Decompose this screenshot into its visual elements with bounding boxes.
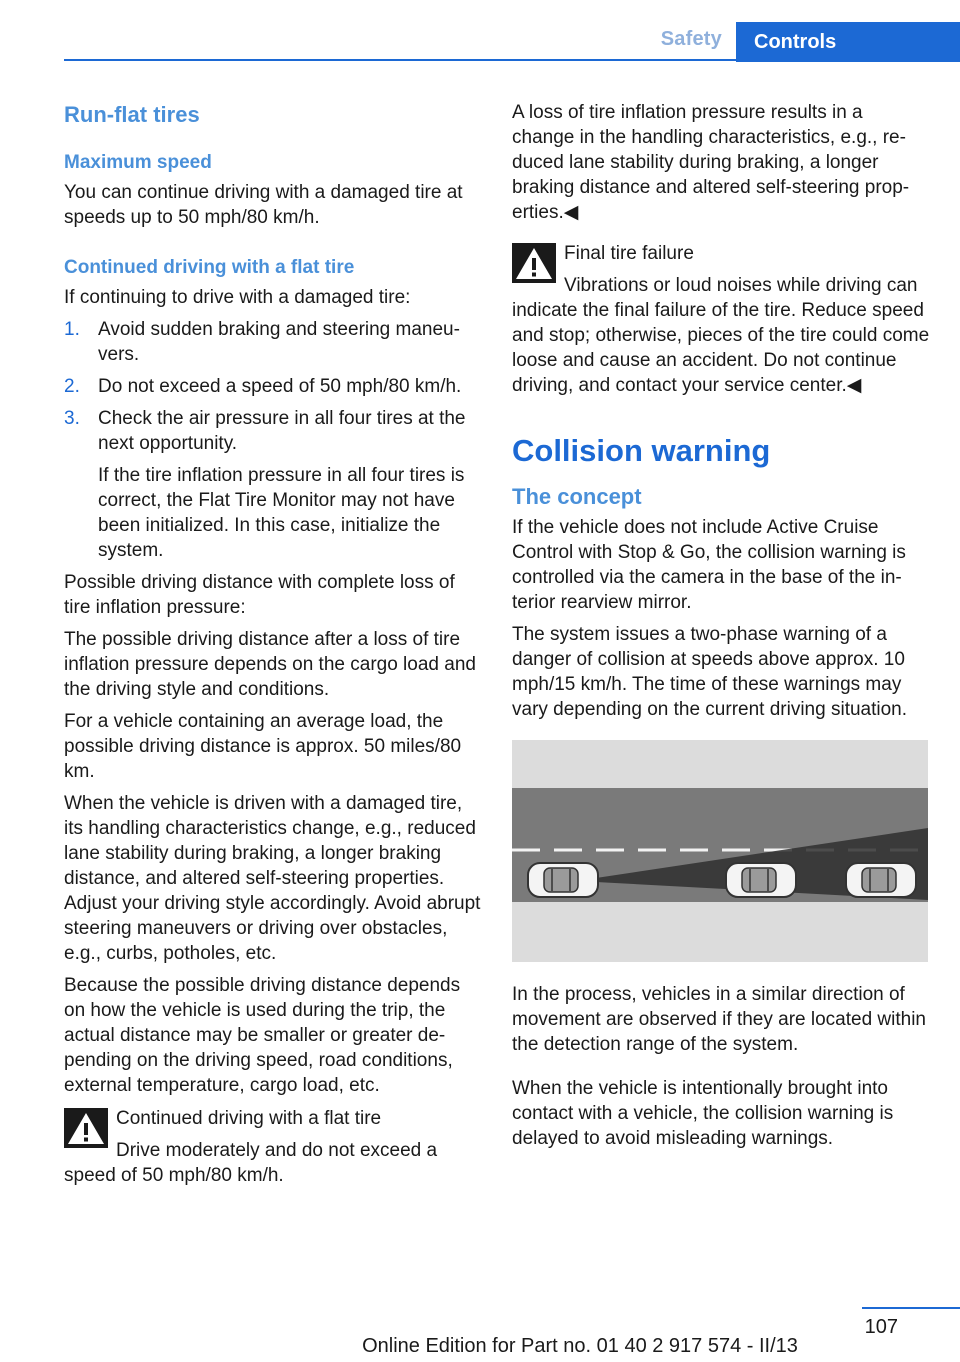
car-front: [846, 863, 916, 897]
step-number: 1.: [64, 319, 80, 340]
step-extra-text: If the tire inflation pressure in all four tires is correct, the Flat Tire Monitor may not have been initialized. In this case, initialize the system.: [98, 465, 465, 561]
footer-edition: Online Edition for Part no. 01 40 2 917 574 - II/13: [362, 1335, 798, 1357]
paragraph-pressure-loss: A loss of tire inflation pressure results in a change in the handling characteristics, e.g., reduced lane stability during braking, a longer braking distance and altered self-steering properties.◀: [512, 102, 910, 223]
step-text: Check the air pressure in all four tires at the next opportunity.: [98, 408, 466, 454]
subheading-concept: The concept: [512, 484, 642, 509]
right-column: [512, 100, 930, 1158]
step-number: 3.: [64, 408, 80, 429]
warning-triangle-icon: [512, 243, 556, 283]
left-column: [64, 100, 482, 1195]
paragraph-process: In the process, vehicles in a similar direction of movement are observed if they are located within the detection range of the system.: [512, 984, 926, 1055]
tab-controls[interactable]: Controls: [736, 22, 960, 62]
warning-triangle-icon: [64, 1108, 108, 1148]
collision-warning-figure: [512, 740, 928, 962]
section-title-collision-warning: Collision warning: [512, 433, 771, 468]
paragraph-intentional-contact: When the vehicle is intentionally brought into contact with a vehicle, the collision warning is delayed to avoid misleading warnings.: [512, 1078, 894, 1149]
list-item: [64, 317, 482, 367]
tab-safety[interactable]: Safety: [660, 28, 722, 50]
step-text: Avoid sudden braking and steering maneuvers.: [98, 319, 460, 365]
subheading-max-speed: Maximum speed: [64, 152, 212, 173]
step-number: 2.: [64, 376, 80, 397]
paragraph-driving-distance-intro: Possible driving distance with complete loss of tire inflation pressure:: [64, 572, 455, 618]
paragraph-concept-two-phase: The system issues a two-phase warning of a danger of collision at speeds above approx. 10 mph/15 km/h. The time of these warnings may vary depending on the current driving situation.: [512, 624, 908, 720]
warning-text: Vibrations or loud noises while driving can indicate the final failure of the tire. Reduce speed and stop; otherwise, pieces of the tire could come loose and cause an accident. Do not continue driving, and contact your service center.◀: [512, 275, 930, 396]
header-rule: [64, 59, 960, 61]
paragraph-max-speed: You can continue driving with a damaged tire at speeds up to 50 mph/80 km/h.: [64, 182, 463, 228]
section-title-run-flat: Run-flat tires: [64, 102, 200, 127]
paragraph-average-load: For a vehicle containing an average load, the possible driving distance is approx. 50 miles/80 km.: [64, 711, 462, 782]
warning-text: Drive moderately and do not exceed a speed of 50 mph/80 km/h.: [64, 1140, 438, 1186]
warning-title: Final tire failure: [564, 243, 694, 264]
car-own: [528, 863, 598, 897]
footer-rule: [862, 1307, 960, 1309]
subheading-continued-driving: Continued driving with a flat tire: [64, 257, 355, 278]
paragraph-driving-distance-depends: The possible driving distance after a loss of tire inflation pressure depends on the cargo load and the driving style and conditions.: [64, 629, 476, 700]
step-text: Do not exceed a speed of 50 mph/80 km/h.: [98, 376, 462, 397]
page-header: [64, 0, 960, 62]
list-item: [64, 374, 482, 399]
list-item: [64, 406, 482, 563]
warning-final-tire-failure: [512, 241, 930, 398]
paragraph-flat-intro: If continuing to drive with a damaged tire:: [64, 287, 411, 308]
steps-list: [64, 317, 482, 563]
car-middle: [726, 863, 796, 897]
collision-warning-illustration: [512, 740, 928, 962]
paragraph-distance-varies: Because the possible driving distance depends on how the vehicle is used during the trip, the actual distance may be smaller or greater depending on the driving speed, road conditions, external temperature, cargo load, etc.: [64, 975, 461, 1096]
paragraph-handling: When the vehicle is driven with a damaged tire, its handling characteristics change, e.g., reduced lane stability during braking, a longer braking distance, and altered self-steering properties. Adjust your driving style accordingly. Avoid abrupt steering maneuvers or driving over obstacles, e.g., curbs, potholes, etc.: [64, 793, 481, 964]
warning-title: Continued driving with a flat tire: [116, 1108, 382, 1129]
warning-continued-driving: [64, 1106, 482, 1188]
page-number: 107: [864, 1316, 898, 1338]
paragraph-concept-camera: If the vehicle does not include Active Cruise Control with Stop & Go, the collision warning is controlled via the camera in the base of the interior rearview mirror.: [512, 517, 906, 613]
